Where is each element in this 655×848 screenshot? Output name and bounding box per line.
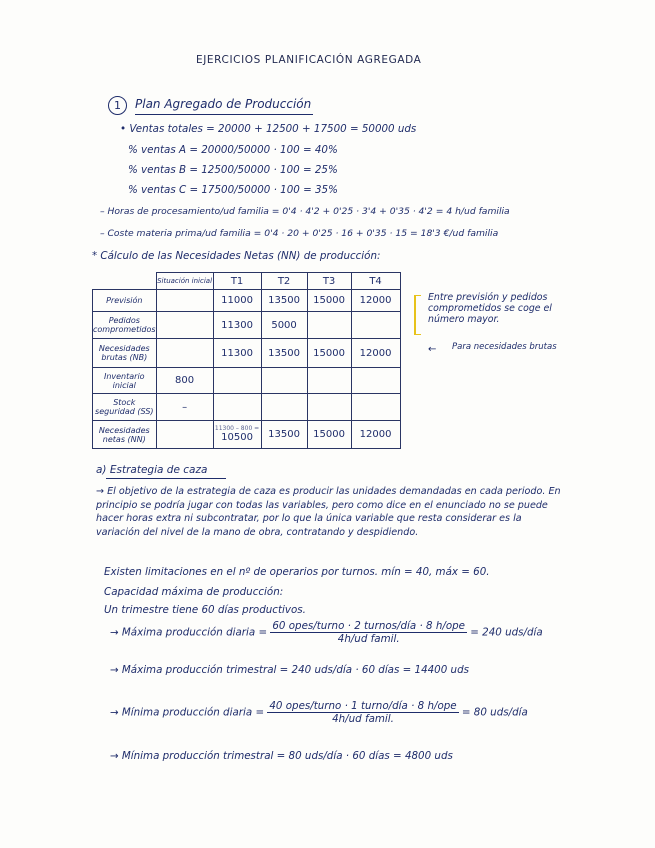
document-title: EJERCICIOS PLANIFICACIÓN AGREGADA (196, 54, 422, 66)
table-cell: 12000 (351, 339, 400, 368)
table-cell (213, 394, 261, 421)
max-diaria-fraction (270, 620, 467, 645)
header-t4: T4 (351, 273, 400, 290)
table-cell: 11000 (213, 290, 261, 312)
calculo-nn-heading: * Cálculo de las Necesidades Netas (NN) de producción: (92, 250, 381, 262)
table-cell (156, 312, 213, 339)
table-corner (93, 273, 157, 290)
limits-line: Existen limitaciones en el nº de operarios por turnos. mín = 40, máx = 60. (104, 566, 490, 578)
table-cell (351, 312, 400, 339)
table-cell: 11300 (213, 339, 261, 368)
table-cell: 5000 (261, 312, 307, 339)
table-cell (307, 368, 351, 394)
min-diaria-den: 4h/ud famil. (332, 713, 394, 725)
min-diaria-label: → Mínima producción diaria = (110, 706, 265, 719)
header-situacion-inicial: Situación inicial (156, 273, 213, 290)
row-label: Pedidos comprometidos (93, 312, 157, 339)
table-cell: 15000 (307, 290, 351, 312)
highlight-bracket (414, 295, 421, 335)
table-cell: – (156, 394, 213, 421)
table-row (93, 290, 401, 312)
max-trimestral: → Máxima producción trimestral = 240 uds/día · 60 días = 14400 uds (110, 664, 469, 676)
max-diaria-label: → Máxima producción diaria = (110, 626, 268, 639)
section-a-heading: a) Estrategia de caza (96, 464, 208, 476)
table-cell (261, 368, 307, 394)
min-diaria (110, 700, 528, 725)
table-header-row (93, 273, 401, 290)
heading-underline (135, 114, 313, 115)
table-cell: 13500 (261, 339, 307, 368)
nn-t1-value: 10500 (221, 432, 253, 443)
max-diaria-result: = 240 uds/día (470, 626, 543, 639)
header-t2: T2 (261, 273, 307, 290)
capacidad-line: Capacidad máxima de producción: (104, 586, 284, 598)
ventas-totales: • Ventas totales = 20000 + 12500 + 17500 = 50000 uds (120, 123, 417, 135)
row-label: Necesidades brutas (NB) (93, 339, 157, 368)
table-row (93, 312, 401, 339)
table-row (93, 368, 401, 394)
ventas-c: % ventas C = 17500/50000 · 100 = 35% (128, 184, 338, 196)
horas-procesamiento: – Horas de procesamiento/ud familia = 0'4 · 4'2 + 0'25 · 3'4 + 0'35 · 4'2 = 4 h/ud familia (100, 206, 510, 217)
table-cell (156, 290, 213, 312)
max-diaria-num: 60 opes/turno · 2 turnos/día · 8 h/ope (272, 620, 465, 632)
table-cell: 13500 (261, 290, 307, 312)
table-cell: 15000 (307, 421, 351, 449)
max-diaria-den: 4h/ud famil. (337, 633, 400, 645)
section-number: 1 (108, 96, 127, 115)
table-cell: 11300 (213, 312, 261, 339)
section-heading: Plan Agregado de Producción (135, 97, 312, 111)
coste-materia-prima: – Coste materia prima/ud familia = 0'4 · 20 + 0'25 · 16 + 0'35 · 15 = 18'3 €/ud familia (100, 228, 499, 239)
table-cell: 13500 (261, 421, 307, 449)
table-row (93, 394, 401, 421)
table-cell (351, 394, 400, 421)
table-cell: 12000 (351, 421, 400, 449)
table-cell: 12000 (351, 290, 400, 312)
min-trimestral: → Mínima producción trimestral = 80 uds/día · 60 días = 4800 uds (110, 750, 453, 762)
header-t3: T3 (307, 273, 351, 290)
table-cell: 800 (156, 368, 213, 394)
min-diaria-result: = 80 uds/día (461, 706, 528, 719)
row-label: Inventario inicial (93, 368, 157, 394)
table-cell (307, 312, 351, 339)
ventas-b: % ventas B = 12500/50000 · 100 = 25% (128, 164, 338, 176)
table-cell (156, 421, 213, 449)
table-cell (261, 394, 307, 421)
table-cell (156, 339, 213, 368)
table-cell (213, 368, 261, 394)
nn-table (92, 272, 401, 449)
section-a-underline (106, 478, 226, 479)
arrow-left-icon: ← (428, 344, 437, 355)
table-cell (351, 368, 400, 394)
min-diaria-num: 40 opes/turno · 1 turno/día · 8 h/ope (269, 700, 457, 712)
bracket-note: Entre previsión y pedidos comprometidos se coge el número mayor. (428, 292, 552, 325)
table-cell (307, 394, 351, 421)
nn-t1-note: 11300 – 800 = (214, 425, 260, 432)
table-row (93, 421, 401, 449)
row-label: Stock seguridad (SS) (93, 394, 157, 421)
row-label: Previsión (93, 290, 157, 312)
nb-note: Para necesidades brutas (452, 342, 557, 352)
strategy-paragraph: → El objetivo de la estrategia de caza es producir las unidades demandadas en cada periodo. En principio se podría jugar con todas las variables, pero como dice en el enunciado no se puede hacer horas extra ni subcontratar, por lo que la única variable que resta considerar es la variación del nivel de la mano de obra, contratando y despidiendo. (96, 486, 561, 538)
max-diaria (110, 620, 543, 645)
header-t1: T1 (213, 273, 261, 290)
table-row (93, 339, 401, 368)
table-cell-nn-t1 (213, 421, 261, 449)
trimestre-line: Un trimestre tiene 60 días productivos. (104, 604, 306, 616)
min-diaria-fraction (267, 700, 458, 725)
table-cell: 15000 (307, 339, 351, 368)
ventas-a: % ventas A = 20000/50000 · 100 = 40% (128, 144, 338, 156)
row-label: Necesidades netas (NN) (93, 421, 157, 449)
